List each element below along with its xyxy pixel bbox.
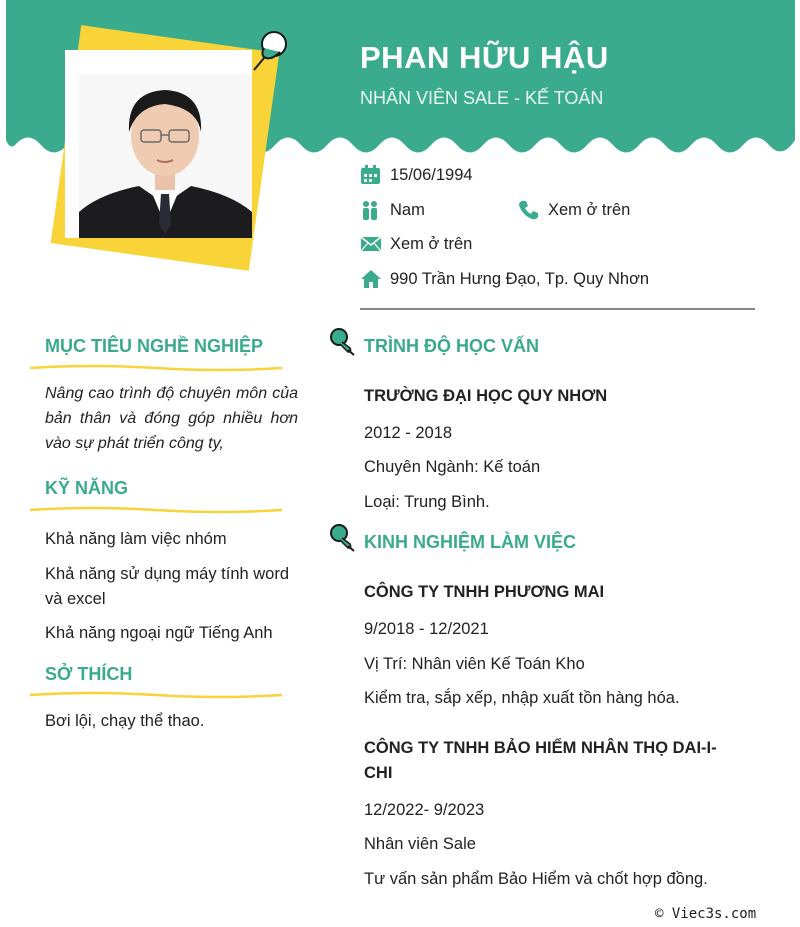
hobbies-text: Bơi lội, chạy thể thao.	[45, 712, 205, 730]
hobbies-title: SỞ THÍCH	[45, 664, 133, 684]
education-title: TRÌNH ĐỘ HỌC VẤN	[364, 336, 539, 356]
phone-row	[518, 200, 630, 220]
skills-title: KỸ NĂNG	[45, 478, 129, 498]
calendar-icon	[360, 165, 382, 185]
address-row	[360, 269, 649, 289]
job-description: Kiểm tra, sắp xếp, nhập xuất tồn hàng hóa.	[364, 689, 680, 707]
photo-frame	[65, 50, 252, 238]
pushpin-icon	[328, 522, 356, 552]
experience-title: KINH NGHIỆM LÀM VIỆC	[364, 532, 577, 552]
education-major: Chuyên Ngành: Kế toán	[364, 458, 541, 476]
education-period: 2012 - 2018	[364, 424, 453, 442]
hobbies-underline	[28, 689, 284, 699]
address-value: 990 Trần Hưng Đạo, Tp. Quy Nhơn	[390, 269, 650, 288]
objective-text: Nâng cao trình độ chuyên môn của bản thân và đóng góp nhiều hơn vào sự phát triển công ty,	[45, 385, 298, 452]
birthday-row	[360, 165, 473, 185]
profile-photo-area	[45, 28, 285, 273]
skills-underline	[28, 504, 284, 514]
phone-icon	[518, 200, 540, 220]
job-position: Vị Trí: Nhân viên Kế Toán Kho	[364, 655, 585, 673]
divider	[360, 308, 755, 310]
phone-value: Xem ở trên	[548, 200, 631, 219]
job-position: Nhân viên Sale	[364, 835, 476, 853]
email-row	[360, 234, 472, 254]
watermark-text: © Viec3s.com	[655, 906, 757, 922]
skill-item: Khả năng làm việc nhóm	[45, 530, 227, 548]
home-icon	[360, 269, 382, 289]
people-icon	[360, 200, 382, 220]
job-description: Tư vấn sản phẩm Bảo Hiểm và chốt hợp đồng.	[364, 870, 708, 888]
school-name: TRƯỜNG ĐẠI HỌC QUY NHƠN	[364, 387, 608, 405]
gender-row	[360, 200, 425, 220]
envelope-icon	[360, 234, 382, 254]
avatar	[79, 74, 252, 238]
skill-item: Khả năng sử dụng máy tính word và excel	[45, 565, 290, 608]
job-period: 9/2018 - 12/2021	[364, 620, 489, 638]
pushpin-icon	[328, 326, 356, 356]
education-grade: Loại: Trung Bình.	[364, 493, 490, 511]
pushpin-icon	[250, 26, 290, 74]
objective-title: MỤC TIÊU NGHỀ NGHIỆP	[45, 336, 264, 356]
gender-value: Nam	[390, 200, 425, 219]
birthday-value: 15/06/1994	[390, 165, 473, 184]
candidate-name: PHAN HỮU HẬU	[360, 40, 609, 75]
job-period: 12/2022- 9/2023	[364, 801, 485, 819]
email-value: Xem ở trên	[390, 234, 473, 253]
objective-underline	[28, 362, 284, 372]
job-title: NHÂN VIÊN SALE - KẾ TOÁN	[360, 88, 604, 108]
job-company: CÔNG TY TNHH BẢO HIỂM NHÂN THỌ DAI-I-CHI	[364, 739, 717, 782]
job-company: CÔNG TY TNHH PHƯƠNG MAI	[364, 583, 605, 601]
skill-item: Khả năng ngoại ngữ Tiếng Anh	[45, 624, 273, 642]
